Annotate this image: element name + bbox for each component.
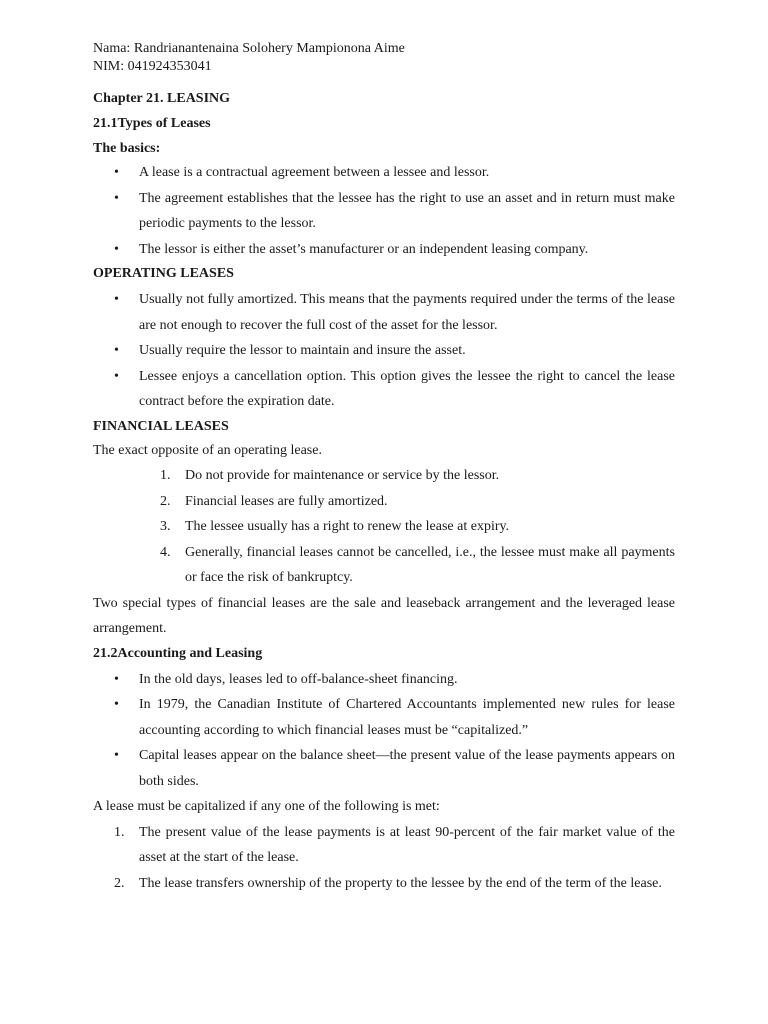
list-item	[93, 667, 675, 693]
basics-heading: The basics:	[93, 141, 161, 156]
list-item-text: In 1979, the Canadian Institute of Chartered Accountants implemented new rules for lease accounting according to which financial leases must be “capitalized.”	[139, 697, 675, 738]
financial-leases-heading: FINANCIAL LEASES	[93, 418, 229, 434]
list-item	[93, 743, 675, 794]
list-item-text: The lease transfers ownership of the property to the lessee by the end of the term of the lease.	[139, 875, 662, 891]
list-item-text: Generally, financial leases cannot be cancelled, i.e., the lessee must make all payments or face the risk of bankruptcy.	[185, 544, 675, 585]
list-item-text: The agreement establishes that the lessee has the right to use an asset and in return must make periodic payments to the lessor.	[139, 190, 675, 231]
list-number: 2.	[114, 875, 125, 891]
list-item-text: The lessee usually has a right to renew the lease at expiry.	[185, 519, 510, 534]
bullet-icon: •	[114, 748, 119, 763]
bullet-icon: •	[114, 165, 119, 180]
list-item	[93, 692, 675, 743]
financial-leases-list	[160, 463, 675, 591]
list-item	[93, 338, 675, 364]
list-item-text: The lessor is either the asset’s manufacturer or an independent leasing company.	[139, 241, 589, 257]
list-item	[160, 463, 675, 489]
list-item-text: In the old days, leases led to off-balance-sheet financing.	[139, 671, 458, 687]
list-item	[160, 514, 675, 540]
list-item-text: Do not provide for maintenance or service by the lessor.	[185, 468, 500, 483]
bullet-icon: •	[114, 343, 119, 358]
list-item	[114, 820, 675, 871]
section-1-title: 21.1Types of Leases	[93, 116, 211, 131]
list-number: 1.	[160, 468, 171, 483]
list-item-text: Financial leases are fully amortized.	[185, 493, 388, 509]
financial-leases-intro: The exact opposite of an operating lease.	[93, 442, 322, 458]
student-id-line: NIM: 041924353041	[93, 59, 212, 74]
list-item	[93, 186, 675, 237]
chapter-title: Chapter 21. LEASING	[93, 91, 231, 106]
bullet-icon: •	[114, 671, 119, 687]
list-item-text: Usually not fully amortized. This means that the payments required under the terms of the lease are not enough to recover the full cost of the asset for the lessor.	[139, 292, 675, 333]
list-number: 2.	[160, 493, 171, 509]
list-item-text: A lease is a contractual agreement between a lessee and lessor.	[139, 165, 490, 180]
list-item	[114, 871, 675, 897]
list-item	[160, 489, 675, 515]
list-item-text: Capital leases appear on the balance sheet—the present value of the lease payments appears on both sides.	[139, 748, 675, 789]
list-number: 1.	[114, 824, 125, 840]
list-number: 4.	[160, 544, 171, 560]
list-item-text: Lessee enjoys a cancellation option. This option gives the lessee the right to cancel the lease contract before the expiration date.	[139, 368, 675, 409]
list-item-text: Usually require the lessor to maintain and insure the asset.	[139, 343, 466, 358]
bullet-icon: •	[114, 697, 119, 712]
special-types-paragraph: Two special types of financial leases are the sale and leaseback arrangement and the leveraged lease arrangement.	[93, 595, 675, 636]
author-name-line: Nama: Randrianantenaina Solohery Mampionona Aime	[93, 41, 405, 56]
operating-leases-list	[93, 287, 675, 415]
list-item	[93, 160, 675, 186]
accounting-list	[93, 667, 675, 795]
bullet-icon: •	[114, 292, 119, 307]
document-page	[93, 40, 675, 896]
list-item	[93, 364, 675, 415]
list-item	[93, 237, 675, 263]
list-number: 3.	[160, 519, 171, 534]
capitalization-criteria-intro: A lease must be capitalized if any one of the following is met:	[93, 799, 440, 814]
bullet-icon: •	[114, 241, 119, 257]
basics-list	[93, 160, 675, 262]
list-item	[93, 287, 675, 338]
bullet-icon: •	[114, 368, 119, 384]
capitalization-criteria-list	[114, 820, 675, 897]
list-item	[160, 540, 675, 591]
section-2-title: 21.2Accounting and Leasing	[93, 645, 263, 661]
list-item-text: The present value of the lease payments is at least 90-percent of the fair market value of the asset at the start of the lease.	[139, 824, 675, 865]
operating-leases-heading: OPERATING LEASES	[93, 266, 234, 281]
bullet-icon: •	[114, 190, 119, 206]
